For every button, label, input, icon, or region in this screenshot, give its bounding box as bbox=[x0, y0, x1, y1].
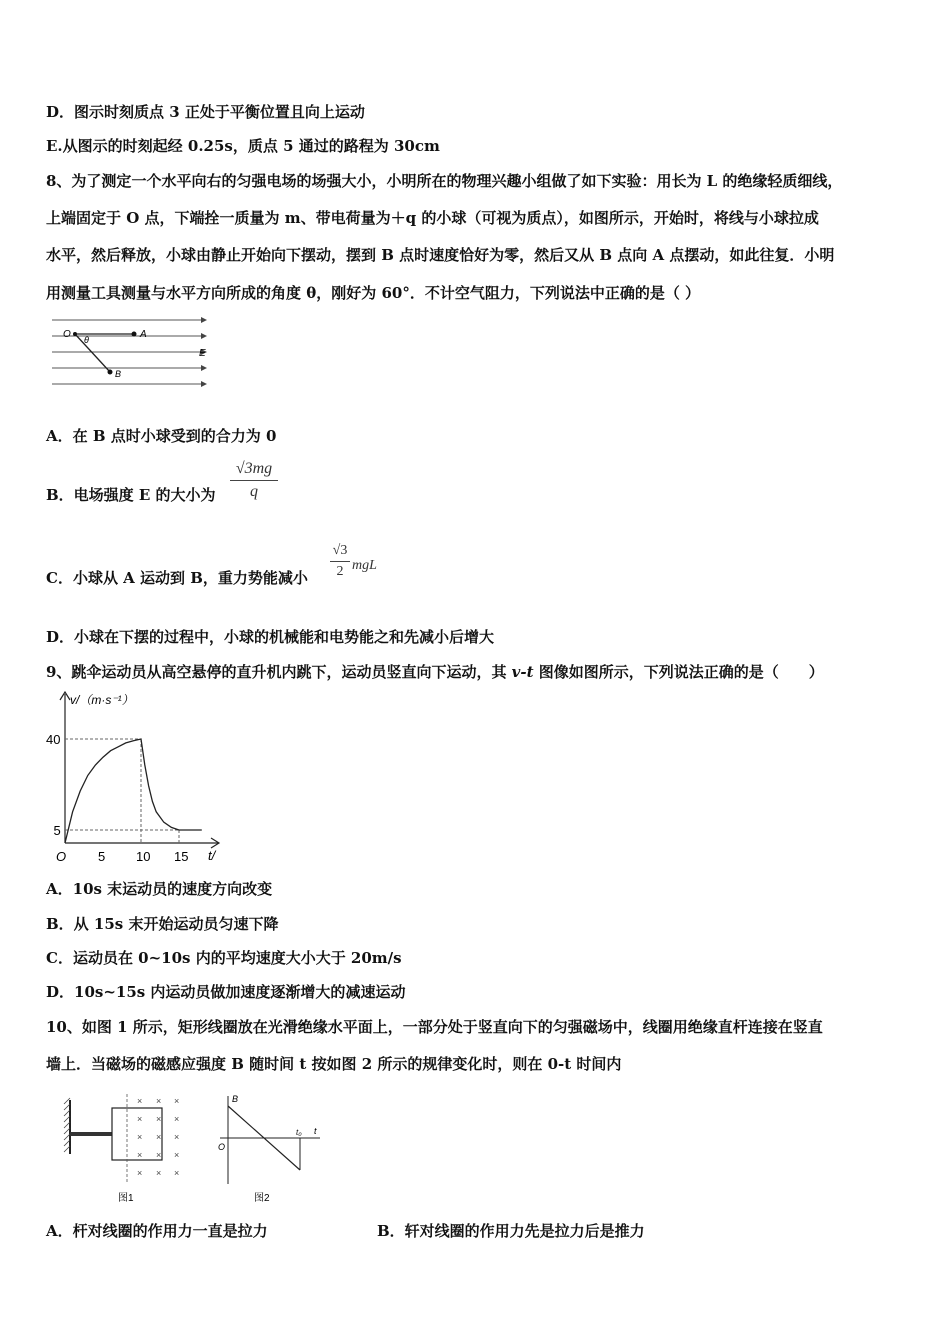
q7-option-d: D．图示时刻质点 3 正处于平衡位置且向上运动 bbox=[46, 103, 365, 121]
fraction-denominator: 2 bbox=[336, 564, 344, 579]
label-o: O bbox=[218, 1142, 226, 1152]
label-a: A bbox=[140, 329, 147, 340]
y-tick-label: 5 bbox=[53, 823, 61, 838]
svg-text:×: × bbox=[156, 1114, 162, 1124]
q8-pendulum-figure bbox=[48, 314, 213, 390]
figure-2-caption: 图2 bbox=[254, 1193, 270, 1204]
q9-vt-chart bbox=[40, 686, 230, 868]
x-tick-label: 10 bbox=[136, 849, 151, 864]
label-o: O bbox=[63, 329, 71, 340]
ball-a bbox=[132, 332, 137, 337]
q8-option-a: A．在 B 点时小球受到的合力为 0 bbox=[46, 427, 277, 445]
y-axis-label: v/（m·s⁻¹） bbox=[70, 693, 134, 707]
q8-option-b-fraction: $\frac{√3mg}{q}$ bbox=[230, 460, 278, 501]
vt-label: v-t bbox=[511, 663, 534, 681]
q9-option-d: D．10s~15s 内运动员做加速度逐渐增大的减速运动 bbox=[46, 983, 406, 1001]
x-tick-label: 15 bbox=[174, 849, 189, 864]
q10-stem-line2: 墙上．当磁场的磁感应强度 B 随时间 t 按如图 2 所示的规律变化时，则在 0-t 时间内 bbox=[46, 1055, 622, 1073]
x-tick-label: O bbox=[56, 849, 67, 864]
fraction-numerator: 3mg bbox=[244, 460, 273, 477]
fraction-numerator: 3 bbox=[340, 543, 348, 558]
q10-figure-2 bbox=[212, 1090, 327, 1208]
string-to-b bbox=[75, 334, 110, 372]
vt-curve bbox=[65, 739, 202, 843]
svg-text:×: × bbox=[156, 1132, 162, 1142]
label-b: B bbox=[115, 369, 122, 379]
q8-option-c-suffix: mgL bbox=[352, 558, 377, 573]
svg-text:×: × bbox=[156, 1150, 162, 1160]
q10-figure-1 bbox=[62, 1090, 202, 1208]
q8-option-c: C．小球从 A 运动到 B，重力势能减小 bbox=[46, 569, 308, 587]
label-t: t bbox=[314, 1126, 317, 1136]
q8-stem-line2: 上端固定于 O 点，下端拴一质量为 m、带电荷量为＋q 的小球（可视为质点），如图所示，开始时，将线与小球拉成 bbox=[46, 209, 819, 227]
insulating-rod bbox=[70, 1132, 112, 1136]
label-e: E bbox=[199, 348, 206, 359]
svg-text:×: × bbox=[156, 1168, 162, 1178]
q9-option-b: B．从 15s 末开始运动员匀速下降 bbox=[46, 915, 279, 933]
ball-b bbox=[108, 370, 113, 375]
q8-option-d: D．小球在下摆的过程中，小球的机械能和电势能之和先减小后增大 bbox=[46, 628, 495, 646]
fraction-denominator: q bbox=[250, 483, 258, 500]
label-t0: t₀ bbox=[296, 1128, 302, 1137]
svg-text:×: × bbox=[156, 1096, 162, 1106]
q8-option-c-fraction: $\frac{√3}{2}$ bbox=[330, 543, 350, 580]
q10-option-b: B．轩对线圈的作用力先是拉力后是推力 bbox=[377, 1222, 645, 1240]
q10-option-a: A．杆对线圈的作用力一直是拉力 bbox=[46, 1222, 268, 1240]
label-theta: θ bbox=[84, 335, 89, 345]
svg-text:×: × bbox=[174, 1114, 180, 1124]
label-b: B bbox=[232, 1094, 239, 1104]
q8-option-b: B．电场强度 E 的大小为 bbox=[46, 486, 216, 504]
q7-option-e: E.从图示的时刻起经 0.25s，质点 5 通过的路程为 30cm bbox=[46, 137, 440, 155]
svg-text:×: × bbox=[137, 1132, 143, 1142]
figure-1-caption: 图1 bbox=[118, 1193, 134, 1204]
x-tick-label: 5 bbox=[98, 849, 106, 864]
x-axis-label: t/ bbox=[208, 848, 216, 863]
svg-text:×: × bbox=[174, 1150, 180, 1160]
svg-text:×: × bbox=[174, 1132, 180, 1142]
svg-text:×: × bbox=[174, 1168, 180, 1178]
svg-text:×: × bbox=[137, 1150, 143, 1160]
q9-option-a: A．10s 末运动员的速度方向改变 bbox=[46, 880, 273, 898]
q9-stem: 9、跳伞运动员从高空悬停的直升机内跳下，运动员竖直向下运动，其 v-t 图像如图所示，下列说法正确的是（ ） bbox=[46, 663, 824, 681]
q9-option-c: C．运动员在 0~10s 内的平均速度大小大于 20m/s bbox=[46, 949, 402, 967]
q8-stem-line1: 8、为了测定一个水平向右的匀强电场的场强大小，小明所在的物理兴趣小组做了如下实验：用长为 L 的绝缘轻质细线， bbox=[46, 172, 843, 190]
svg-text:×: × bbox=[137, 1096, 143, 1106]
y-tick-label: 40 bbox=[46, 732, 61, 747]
svg-text:×: × bbox=[137, 1114, 143, 1124]
q10-stem-line1: 10、如图 1 所示，矩形线圈放在光滑绝缘水平面上，一部分处于竖直向下的匀强磁场中，线圈用绝缘直杆连接在竖直 bbox=[46, 1018, 823, 1036]
point-o bbox=[73, 332, 77, 336]
svg-text:×: × bbox=[174, 1096, 180, 1106]
q8-stem-line3: 水平，然后释放，小球由静止开始向下摆动，摆到 B 点时速度恰好为零，然后又从 B 点向 A 点摆动，如此往复．小明 bbox=[46, 246, 835, 264]
svg-text:×: × bbox=[137, 1168, 143, 1178]
q8-stem-line4: 用测量工具测量与水平方向所成的角度 θ，刚好为 60°．不计空气阻力，下列说法中正确的是（ ） bbox=[46, 284, 701, 302]
